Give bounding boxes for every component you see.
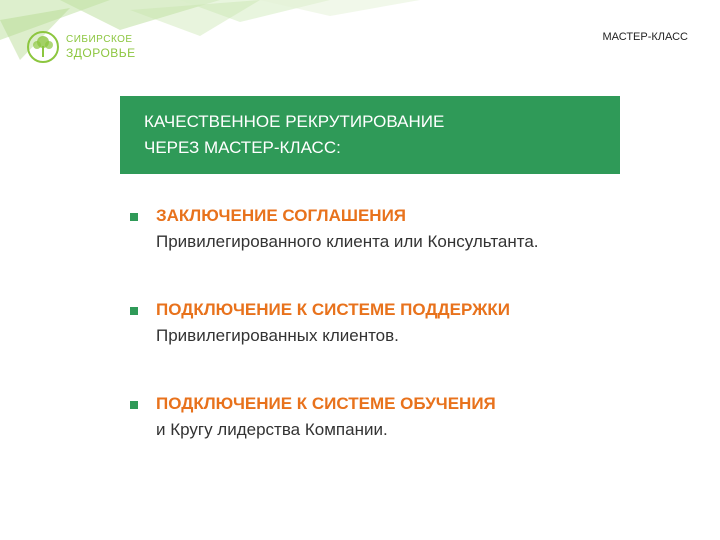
- list-item-heading: ПОДКЛЮЧЕНИЕ К СИСТЕМЕ ПОДДЕРЖКИ: [156, 300, 511, 319]
- list-item-text: Привилегированных клиентов.: [156, 326, 399, 345]
- tree-logo-icon: [26, 30, 60, 64]
- bullet-square-icon: [130, 213, 138, 221]
- bullet-list: [130, 206, 690, 488]
- logo-text-line2: ЗДОРОВЬЕ: [66, 46, 136, 60]
- logo-text-line1: СИБИРСКОЕ: [66, 34, 133, 45]
- brand-logo: [26, 28, 146, 72]
- list-item: [130, 394, 690, 488]
- list-item-heading: ПОДКЛЮЧЕНИЕ К СИСТЕМЕ ОБУЧЕНИЯ: [156, 394, 496, 413]
- list-item-text: и Кругу лидерства Компании.: [156, 420, 388, 439]
- title-banner: [120, 96, 620, 174]
- section-tag: МАСТЕР-КЛАСС: [602, 31, 688, 43]
- list-item-text: Привилегированного клиента или Консультанта.: [156, 232, 539, 251]
- list-item: [130, 206, 690, 300]
- bullet-square-icon: [130, 401, 138, 409]
- list-item: [130, 300, 690, 394]
- title-line-2: ЧЕРЕЗ МАСТЕР-КЛАСС:: [144, 138, 341, 157]
- list-item-heading: ЗАКЛЮЧЕНИЕ СОГЛАШЕНИЯ: [156, 206, 407, 225]
- title-line-1: КАЧЕСТВЕННОЕ РЕКРУТИРОВАНИЕ: [144, 112, 445, 131]
- bullet-square-icon: [130, 307, 138, 315]
